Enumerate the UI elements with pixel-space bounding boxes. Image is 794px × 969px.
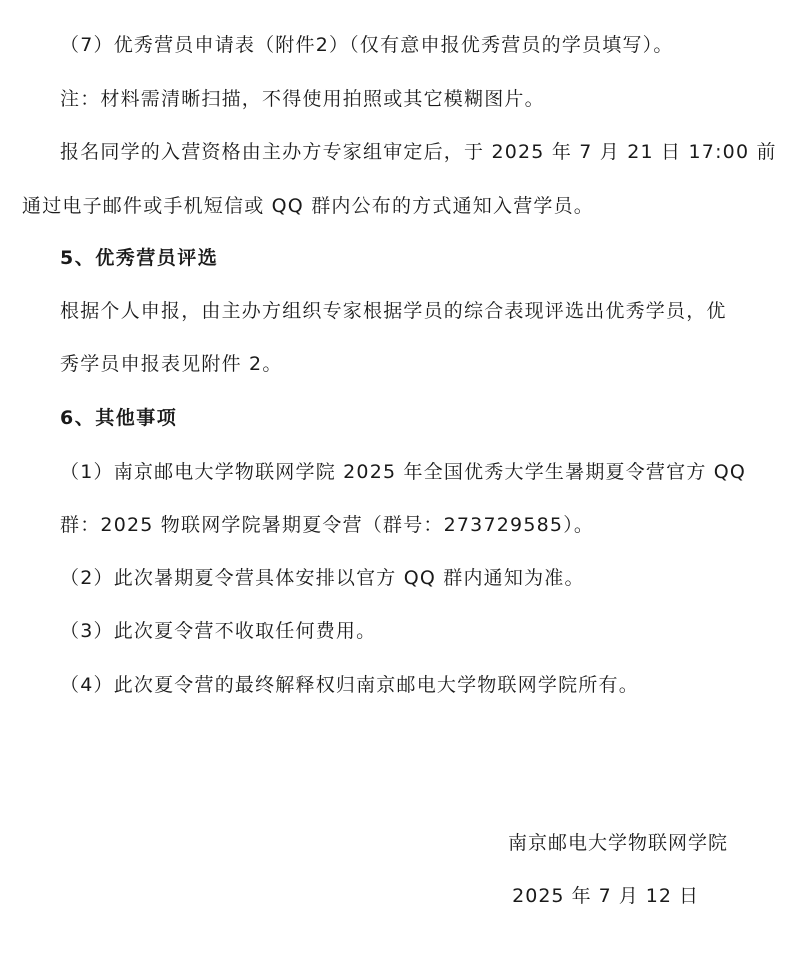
- attachment-item-7: （7）优秀营员申请表（附件2）（仅有意申报优秀营员的学员填写）。: [60, 34, 674, 56]
- signature-organization: 南京邮电大学物联网学院: [507, 832, 728, 854]
- signature-date: 2025 年 7 月 12 日: [512, 885, 699, 907]
- section-6-item-3: （3）此次夏令营不收取任何费用。: [60, 620, 377, 642]
- section-5-heading: 5、优秀营员评选: [60, 247, 219, 269]
- section-5-paragraph-line-2: 秀学员申报表见附件 2。: [60, 353, 283, 375]
- section-6-item-2: （2）此次暑期夏令营具体安排以官方 QQ 群内通知为准。: [60, 567, 585, 589]
- section-6-item-4: （4）此次夏令营的最终解释权归南京邮电大学物联网学院所有。: [60, 674, 639, 696]
- qualification-text-line-2: 通过电子邮件或手机短信或 QQ 群内公布的方式通知入营学员。: [22, 195, 594, 217]
- section-6-item-1-line-1: （1）南京邮电大学物联网学院 2025 年全国优秀大学生暑期夏令营官方 QQ: [60, 461, 747, 483]
- qualification-text-line-1: 报名同学的入营资格由主办方专家组审定后，于 2025 年 7 月 21 日 17:00 前: [60, 141, 777, 163]
- section-5-paragraph-line-1: 根据个人申报，由主办方组织专家根据学员的综合表现评选出优秀学员，优: [60, 300, 727, 322]
- note-line: 注：材料需清晰扫描，不得使用拍照或其它模糊图片。: [60, 88, 545, 110]
- section-6-heading: 6、其他事项: [60, 407, 178, 429]
- section-6-item-1-line-2: 群：2025 物联网学院暑期夏令营（群号：273729585）。: [60, 514, 595, 536]
